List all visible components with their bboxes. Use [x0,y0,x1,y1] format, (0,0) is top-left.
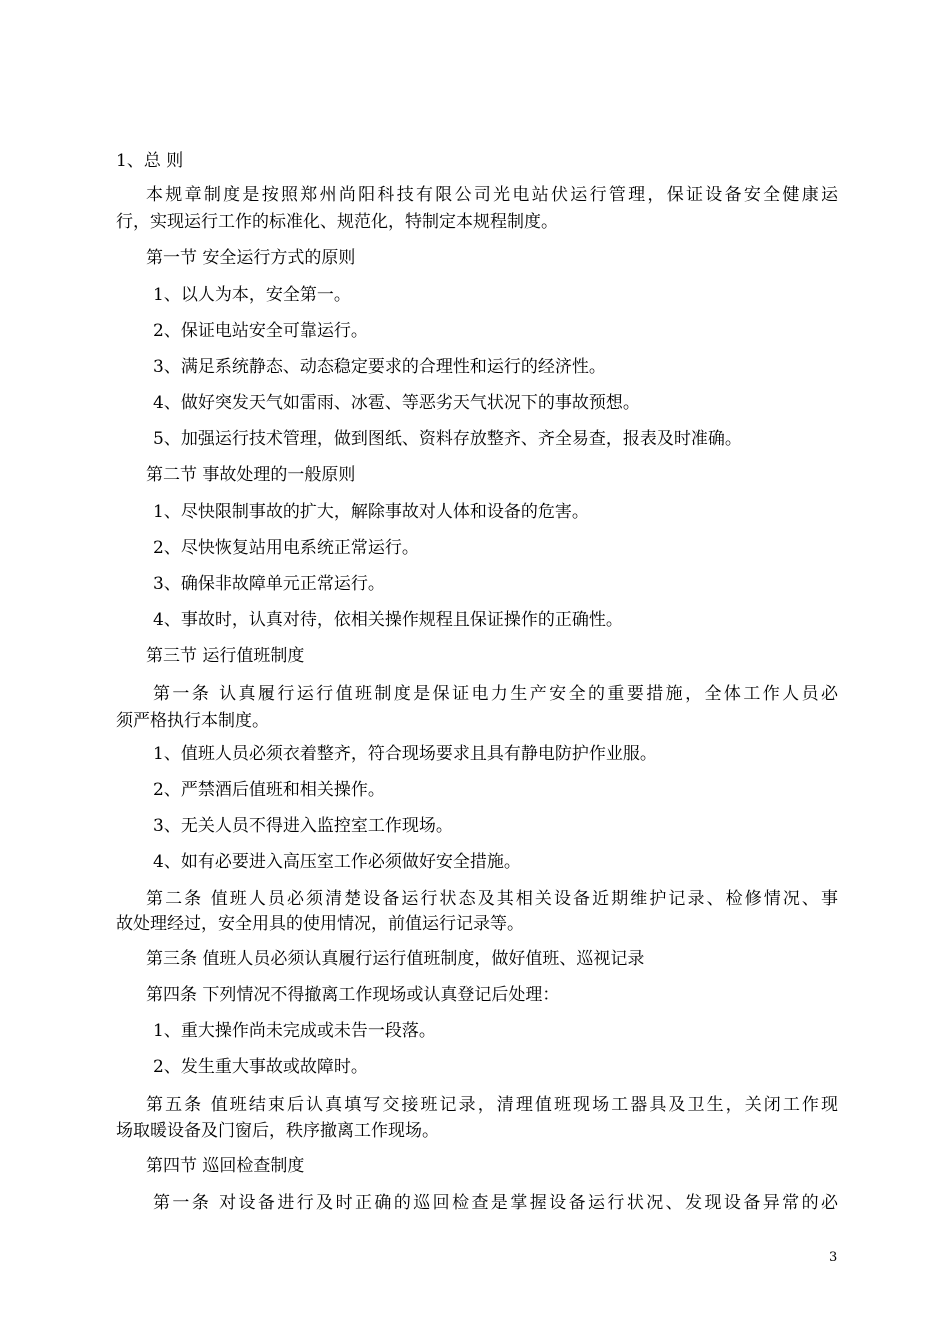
list-item: 4、事故时，认真对待，依相关操作规程且保证操作的正确性。 [153,610,623,630]
list-item: 2、尽快恢复站用电系统正常运行。 [153,538,419,558]
section-heading-general: 1、总 则 [116,151,184,171]
list-item: 3、确保非故障单元正常运行。 [153,574,385,594]
list-item: 1、以人为本，安全第一。 [153,285,351,305]
paragraph-line: 行，实现运行工作的标准化、规范化，特制定本规程制度。 [116,212,558,232]
article-line: 须严格执行本制度。 [116,711,269,731]
section-heading-3: 第三节 运行值班制度 [146,646,305,666]
paragraph-line: 本规章制度是按照郑州尚阳科技有限公司光电站伏运行管理，保证设备安全健康运 [146,185,838,205]
article-line: 场取暖设备及门窗后，秩序撤离工作现场。 [116,1121,439,1141]
article-line: 第二条 值班人员必须清楚设备运行状态及其相关设备近期维护记录、检修情况、事 [146,889,838,909]
article-line: 第三条 值班人员必须认真履行运行值班制度，做好值班、巡视记录 [146,949,645,969]
article-line: 第四条 下列情况不得撤离工作现场或认真登记后处理： [146,985,560,1005]
list-item: 1、值班人员必须衣着整齐，符合现场要求且具有静电防护作业服。 [153,744,657,764]
article-line: 第一条 对设备进行及时正确的巡回检查是掌握设备运行状况、发现设备异常的必 [153,1193,838,1213]
list-item: 4、如有必要进入高压室工作必须做好安全措施。 [153,852,521,872]
list-item: 2、严禁酒后值班和相关操作。 [153,780,385,800]
list-item: 2、保证电站安全可靠运行。 [153,321,368,341]
list-item: 3、满足系统静态、动态稳定要求的合理性和运行的经济性。 [153,357,606,377]
article-line: 第五条 值班结束后认真填写交接班记录，清理值班现场工器具及卫生，关闭工作现 [146,1095,838,1115]
section-heading-4: 第四节 巡回检查制度 [146,1156,305,1176]
list-item: 1、尽快限制事故的扩大，解除事故对人体和设备的危害。 [153,502,589,522]
list-item: 3、无关人员不得进入监控室工作现场。 [153,816,453,836]
article-line: 第一条 认真履行运行值班制度是保证电力生产安全的重要措施，全体工作人员必 [153,684,838,704]
page-number: 3 [829,1250,838,1265]
list-item: 1、重大操作尚未完成或未告一段落。 [153,1021,436,1041]
article-line: 故处理经过，安全用具的使用情况，前值运行记录等。 [116,914,524,934]
list-item: 2、发生重大事故或故障时。 [153,1057,368,1077]
section-heading-2: 第二节 事故处理的一般原则 [146,465,356,485]
list-item: 4、做好突发天气如雷雨、冰雹、等恶劣天气状况下的事故预想。 [153,393,640,413]
section-heading-1: 第一节 安全运行方式的原则 [146,248,356,268]
list-item: 5、加强运行技术管理，做到图纸、资料存放整齐、齐全易查，报表及时准确。 [153,429,742,449]
